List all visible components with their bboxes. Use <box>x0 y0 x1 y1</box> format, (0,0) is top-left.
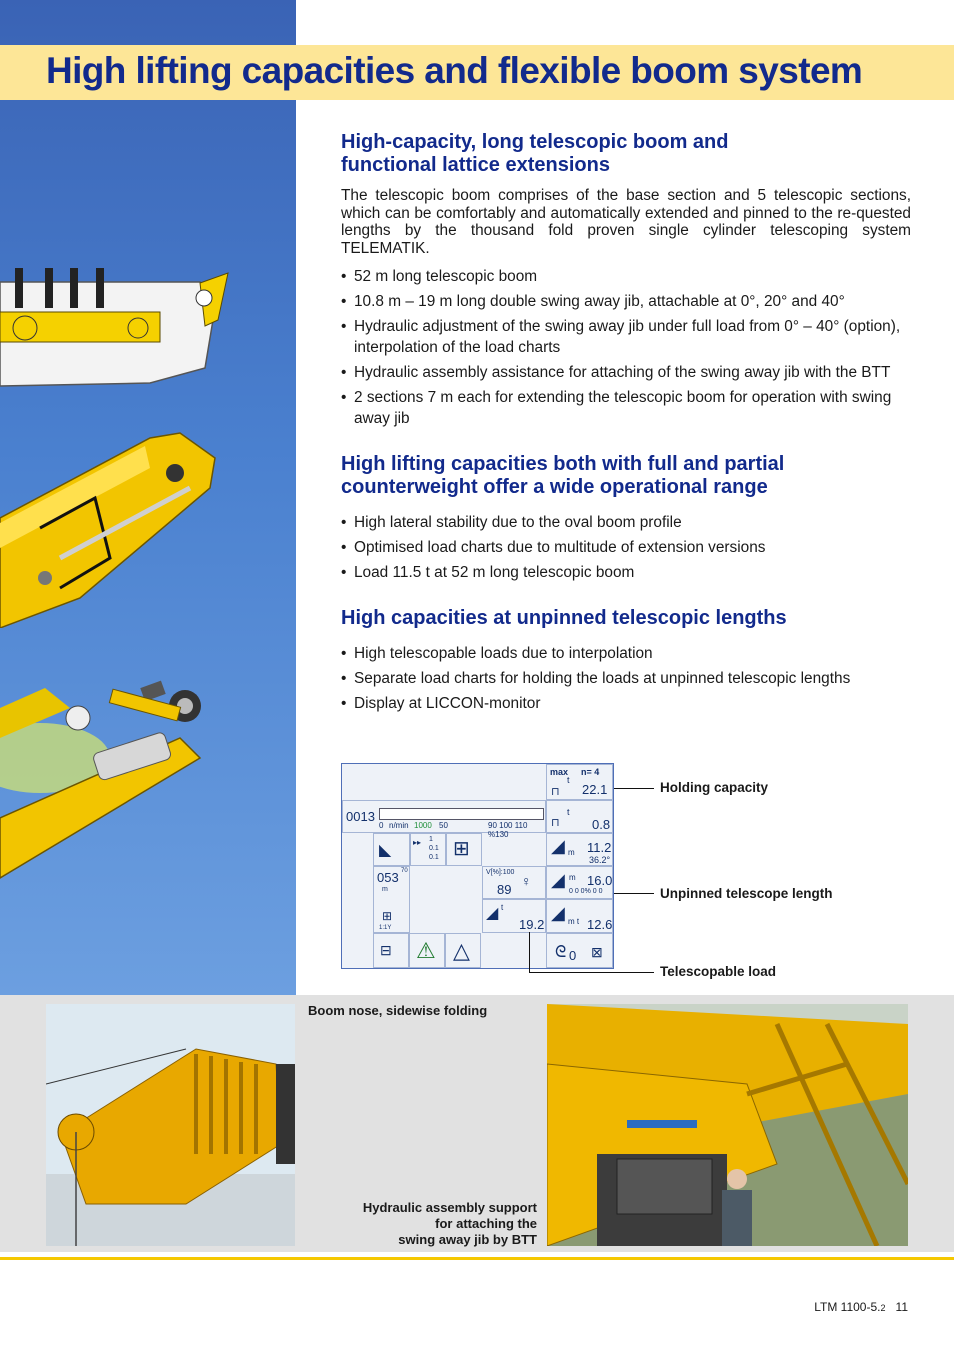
step-cell <box>410 833 446 866</box>
holding-value: 22.1 <box>582 782 608 797</box>
telescopable-callout: Telescopable load <box>660 964 777 979</box>
assembly-support-photo <box>547 1004 908 1246</box>
winch-icon: ⊞ <box>382 909 393 923</box>
assembly-caption <box>300 1200 537 1248</box>
unpinned-callout: Unpinned telescope length <box>660 886 833 901</box>
assembly-caption-line3: swing away jib by BTT <box>398 1232 537 1247</box>
section2-heading-line2: counterweight offer a wide operational range <box>341 476 768 498</box>
speed-value: 1000 <box>414 821 432 830</box>
section1-heading-line1: High-capacity, long telescopic boom and <box>341 131 729 153</box>
footer <box>814 1300 908 1314</box>
boom-nose-photo <box>46 1004 295 1246</box>
section2-heading <box>341 453 911 499</box>
telescopic-boom-illustration <box>0 428 296 628</box>
unit-mt: m t <box>568 917 580 926</box>
section2-bullets <box>341 512 911 583</box>
boom-mode-cell <box>373 833 410 866</box>
load-value: 0.8 <box>592 817 611 832</box>
page-title: High lifting capacities and flexible boom system <box>46 50 863 91</box>
boom-icon: ◢ <box>551 836 565 856</box>
step-values: 1 0.1 0.1 <box>429 836 439 861</box>
angle-cell <box>373 866 410 933</box>
footer-model: LTM 1100-5. <box>814 1300 881 1314</box>
liccon-monitor <box>341 763 614 969</box>
bottom-rule <box>0 1257 954 1260</box>
unit-t: t <box>567 775 570 785</box>
section1-paragraph: The telescopic boom comprises of the base section and 5 telescopic sections, which can be comfortably and automatically extended and pinned to the re-quested lengths by the thousand fold proven single cylinder telescoping system TELEMATIK. <box>341 187 911 257</box>
boom-angle: 36.2° <box>589 855 611 865</box>
warning-icon: ⚠ <box>416 938 436 963</box>
load-cell <box>546 800 613 833</box>
list-item: • Hydraulic assembly assistance for attaching of the swing away jib with the BTT <box>341 362 911 383</box>
section1-heading <box>341 131 911 177</box>
assembly-caption-line2: for attaching the <box>435 1216 537 1231</box>
hook-block-icon: ᘓ <box>555 944 567 961</box>
max-label: max <box>550 767 569 777</box>
section2-heading-line1: High lifting capacities both with full and partial <box>341 453 785 475</box>
section1-bullets <box>341 266 911 429</box>
hydraulic-assembly-illustration <box>0 678 296 888</box>
list-item: • 52 m long telescopic boom <box>341 266 911 287</box>
speed-scale: 90 100 110 %130 <box>488 821 528 839</box>
holding-capacity-cell <box>546 764 613 800</box>
warning-cell <box>409 933 445 968</box>
hook-value: 0 <box>569 948 577 963</box>
holding-callout-line <box>614 788 654 789</box>
assembly-caption-line1: Hydraulic assembly support <box>362 1200 537 1215</box>
list-item: • 10.8 m – 19 m long double swing away jib, attachable at 0°, 20° and 40° <box>341 291 911 312</box>
ratio-label: 1:1Y <box>379 925 392 931</box>
holding-callout: Holding capacity <box>660 780 769 795</box>
list-item: • Optimised load charts due to multitude of extension versions <box>341 537 911 558</box>
boom-icon: ◢ <box>551 903 565 923</box>
lattice-boom-illustration <box>0 268 296 390</box>
boom-nose-caption: Boom nose, sidewise folding <box>308 1003 488 1018</box>
slew-cell <box>482 866 546 899</box>
telescopable-cell <box>482 899 546 933</box>
step-arrows-icon: ▸▸ <box>413 838 422 847</box>
tele-percent: 0 0 0% 0 0 <box>569 888 603 895</box>
v-label: V[%]:100 <box>486 869 515 876</box>
telescopable-callout-vline <box>529 932 530 972</box>
unpinned-value: 16.0 <box>587 873 613 888</box>
bottom-right-value: 12.6 <box>587 917 613 932</box>
unpinned-length-cell <box>546 866 613 899</box>
horn-off-icon: ⊠ <box>591 944 603 960</box>
target-icon: ⊞ <box>453 838 470 860</box>
unit-m: m <box>568 848 575 857</box>
footer-model-sub: 2 <box>880 1303 886 1313</box>
boom-icon: ◢ <box>486 905 499 922</box>
scale-zero: 0 <box>379 821 384 830</box>
unit-m: m <box>569 873 576 882</box>
boom-mode-icon: ◣ <box>379 842 392 859</box>
section3-heading: High capacities at unpinned telescopic lengths <box>341 607 787 629</box>
n-label: n= 4 <box>581 767 600 777</box>
angle-value: 053 <box>377 870 399 885</box>
list-item: • Display at LICCON-monitor <box>341 693 911 714</box>
alert-triangle-icon: △ <box>453 938 470 963</box>
hook-counter-cell <box>546 933 613 968</box>
speed-bar-cell <box>342 800 546 839</box>
unpinned-callout-line <box>614 893 654 894</box>
unit-t: t <box>567 807 570 817</box>
telescope-load-cell <box>546 899 613 933</box>
boom-length: 11.2 <box>587 840 612 855</box>
slew-value: 89 <box>497 882 512 897</box>
page-number: 11 <box>895 1300 908 1314</box>
telescopable-callout-line <box>529 972 654 973</box>
unit-t: t <box>501 903 504 912</box>
speed-bar <box>379 808 544 820</box>
list-item: • Separate load charts for holding the loads at unpinned telescopic lengths <box>341 668 911 689</box>
hook-icon: ⊓ <box>551 786 560 798</box>
list-item: • Load 11.5 t at 52 m long telescopic boom <box>341 562 911 583</box>
text-content <box>341 131 911 718</box>
list-item: • High lateral stability due to the oval boom profile <box>341 512 911 533</box>
list-item: • 2 sections 7 m each for extending the telescopic boom for operation with swing away jib <box>341 387 911 429</box>
alert-cell <box>445 933 481 968</box>
angle-sup: 70 <box>401 868 408 874</box>
outrigger-cell <box>373 933 409 968</box>
section3-bullets <box>341 643 911 714</box>
target-cell <box>446 833 482 866</box>
section1-heading-line2: functional lattice extensions <box>341 154 610 176</box>
counter: 0013 <box>346 809 375 824</box>
boom-icon: ◢ <box>551 870 565 890</box>
list-item: • Hydraulic adjustment of the swing away jib under full load from 0° – 40° (option), interpolation of the load charts <box>341 316 911 358</box>
hook-icon: ⊓ <box>551 817 560 829</box>
scale-50: 50 <box>439 821 448 830</box>
speed-label: n/min <box>389 821 409 830</box>
boom-length-cell <box>546 833 613 866</box>
angle-unit: m <box>382 886 388 893</box>
list-item: • High telescopable loads due to interpolation <box>341 643 911 664</box>
outrigger-icon: ⊟ <box>380 942 392 958</box>
hook-icon: ♀ <box>521 873 532 889</box>
telescopable-value: 19.2 <box>519 917 545 932</box>
